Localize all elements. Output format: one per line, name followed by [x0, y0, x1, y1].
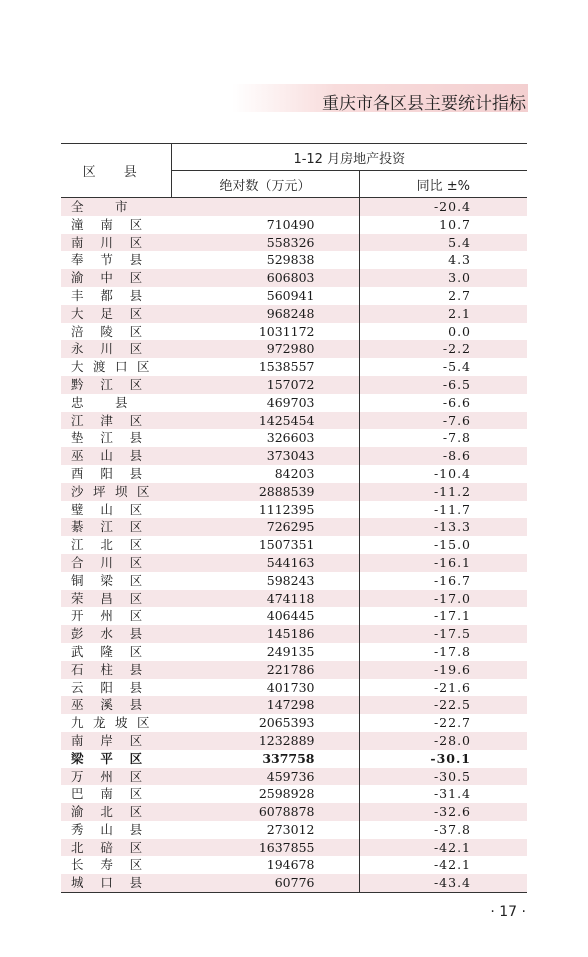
yoy-change-cell: -37.8	[433, 821, 472, 837]
region-name: 渝 北 区	[71, 804, 143, 820]
region-name-cell	[61, 839, 171, 857]
column-header-investment: 1-12 月房地产投资	[171, 144, 527, 171]
yoy-change-cell: 0.0	[448, 323, 472, 339]
table-row	[61, 590, 527, 608]
table-row	[61, 768, 527, 786]
region-name: 秀 山 县	[71, 821, 143, 837]
absolute-value-cell: 326603	[171, 429, 359, 447]
region-name-cell	[61, 501, 171, 519]
region-name: 巫 溪 县	[71, 697, 143, 713]
region-name-cell	[61, 750, 171, 768]
region-name: 北 碚 区	[71, 839, 143, 855]
absolute-value-cell: 60776	[171, 874, 359, 892]
region-name: 南 岸 区	[71, 732, 143, 748]
absolute-value-cell: 710490	[171, 216, 359, 234]
yoy-change-cell: -20.4	[359, 198, 527, 216]
absolute-value-cell: 1538557	[171, 358, 359, 376]
absolute-value-cell: 273012	[171, 821, 359, 839]
absolute-value-cell: 157072	[171, 376, 359, 394]
yoy-change-cell: -7.6	[359, 412, 527, 430]
table-row	[61, 340, 527, 358]
yoy-change-cell: -22.7	[433, 715, 472, 731]
page-number: · 17 ·	[490, 904, 526, 920]
region-name-cell	[61, 483, 171, 501]
table-row	[61, 501, 527, 519]
absolute-value-cell: 1425454	[171, 412, 359, 430]
table-row	[61, 856, 527, 874]
absolute-value-cell: 558326	[171, 234, 359, 252]
yoy-change-cell: -17.1	[433, 608, 472, 624]
region-name: 奉 节 县	[71, 252, 143, 268]
region-name: 荣 昌 区	[71, 590, 143, 606]
absolute-value-cell: 2598928	[171, 785, 359, 803]
column-header-region: 区 县	[61, 144, 171, 198]
yoy-change-cell: 2.1	[359, 305, 527, 323]
table-row	[61, 572, 527, 590]
absolute-value-cell: 1507351	[171, 536, 359, 554]
region-name-cell	[61, 251, 171, 269]
region-name-cell	[61, 234, 171, 252]
region-name-cell	[61, 874, 171, 892]
yoy-change-cell: -2.2	[359, 340, 527, 358]
region-name: 全 市	[71, 199, 128, 214]
table-row	[61, 554, 527, 572]
yoy-change-cell: -30.5	[359, 768, 527, 786]
yoy-change-cell: -13.3	[359, 518, 527, 536]
region-name-cell	[61, 536, 171, 554]
region-name-cell	[61, 518, 171, 536]
table-row	[61, 376, 527, 394]
table-row	[61, 483, 527, 501]
absolute-value-cell: 147298	[171, 696, 359, 714]
region-name-cell	[61, 785, 171, 803]
table-row	[61, 625, 527, 643]
yoy-change-cell: -32.6	[359, 803, 527, 821]
yoy-change-cell: -28.0	[359, 732, 527, 750]
table-row	[61, 714, 527, 732]
absolute-value-cell: 529838	[171, 251, 359, 269]
region-name-cell	[61, 554, 171, 572]
absolute-value-cell: 544163	[171, 554, 359, 572]
region-name: 城 口 县	[71, 875, 143, 891]
absolute-value-cell: 1637855	[171, 839, 359, 857]
yoy-change-cell: -11.7	[433, 501, 472, 517]
table-row	[61, 696, 527, 714]
table-row	[61, 661, 527, 679]
table-row	[61, 412, 527, 430]
region-name-cell	[61, 572, 171, 590]
region-name: 渝 中 区	[71, 270, 143, 286]
region-name: 梁 平 区	[71, 750, 143, 766]
region-name-cell	[61, 714, 171, 732]
table-row	[61, 607, 527, 625]
yoy-change-cell: -16.1	[359, 554, 527, 572]
region-name: 巫 山 县	[71, 448, 143, 464]
absolute-value-cell: 249135	[171, 643, 359, 661]
table-row	[61, 732, 527, 750]
absolute-value-cell: 145186	[171, 625, 359, 643]
yoy-change-cell: -15.0	[433, 537, 472, 553]
yoy-change-cell: -21.6	[433, 679, 472, 695]
region-name: 江 津 区	[71, 412, 143, 428]
absolute-value-cell: 337758	[171, 750, 359, 768]
table-row	[61, 785, 527, 803]
region-name-cell	[61, 465, 171, 483]
region-name: 忠 县	[71, 394, 128, 410]
absolute-value-cell	[171, 198, 359, 216]
table-row	[61, 429, 527, 447]
region-name-cell	[61, 216, 171, 234]
region-name-cell	[61, 447, 171, 465]
yoy-change-cell: -43.4	[359, 874, 527, 892]
table-row	[61, 234, 527, 252]
region-name: 巴 南 区	[71, 786, 143, 802]
region-name-cell	[61, 412, 171, 430]
yoy-change-cell: -42.1	[433, 857, 472, 873]
yoy-change-cell: 5.4	[359, 234, 527, 252]
region-name-cell	[61, 340, 171, 358]
absolute-value-cell: 84203	[171, 465, 359, 483]
region-name-cell	[61, 625, 171, 643]
table-row	[61, 269, 527, 287]
absolute-value-cell: 221786	[171, 661, 359, 679]
region-name: 垫 江 县	[71, 430, 143, 446]
region-name-cell	[61, 287, 171, 305]
region-name: 石 柱 县	[71, 661, 143, 677]
region-name-cell	[61, 429, 171, 447]
region-name-cell	[61, 768, 171, 786]
table-row	[61, 447, 527, 465]
region-name-cell	[61, 198, 171, 216]
yoy-change-cell: -17.5	[359, 625, 527, 643]
region-name-cell	[61, 305, 171, 323]
absolute-value-cell: 598243	[171, 572, 359, 590]
region-name: 涪 陵 区	[71, 323, 143, 339]
region-name: 万 州 区	[71, 768, 143, 784]
absolute-value-cell: 469703	[171, 394, 359, 412]
table-row	[61, 821, 527, 839]
absolute-value-cell: 459736	[171, 768, 359, 786]
absolute-value-cell: 1232889	[171, 732, 359, 750]
table-row	[61, 874, 527, 892]
absolute-value-cell: 968248	[171, 305, 359, 323]
page-title: 重庆市各区县主要统计指标	[322, 94, 526, 114]
region-name-cell	[61, 821, 171, 839]
table-row	[61, 679, 527, 697]
region-name: 酉 阳 县	[71, 465, 143, 481]
region-name-cell	[61, 643, 171, 661]
region-name: 大 足 区	[71, 305, 143, 321]
absolute-value-cell: 1031172	[171, 323, 359, 341]
region-name: 合 川 区	[71, 554, 143, 570]
region-name: 黔 江 区	[71, 376, 143, 392]
table-row	[61, 216, 527, 234]
column-header-yoy: 同比 ±%	[359, 171, 527, 198]
region-name: 潼 南 区	[71, 216, 143, 232]
region-name: 永 川 区	[71, 341, 143, 357]
region-name: 铜 梁 区	[71, 572, 143, 588]
yoy-change-cell: 10.7	[439, 216, 472, 232]
region-name: 丰 都 县	[71, 287, 143, 303]
yoy-change-cell: -8.6	[359, 447, 527, 465]
yoy-change-cell: -5.4	[442, 359, 472, 375]
region-name-cell	[61, 856, 171, 874]
region-name: 九 龙 坡 区	[71, 715, 150, 731]
region-name-cell	[61, 661, 171, 679]
table-row	[61, 750, 527, 768]
region-name: 长 寿 区	[71, 857, 143, 873]
region-name: 大 渡 口 区	[71, 359, 150, 375]
table-row	[61, 358, 527, 376]
region-name-cell	[61, 269, 171, 287]
table-row	[61, 305, 527, 323]
region-name: 沙 坪 坝 区	[71, 483, 150, 499]
region-name-cell	[61, 394, 171, 412]
region-name-cell	[61, 696, 171, 714]
region-name-cell	[61, 323, 171, 341]
yoy-change-cell: -42.1	[359, 839, 527, 857]
yoy-change-cell: 4.3	[448, 252, 472, 268]
yoy-change-cell: -17.0	[359, 590, 527, 608]
region-name: 彭 水 县	[71, 626, 143, 642]
stats-table-container	[61, 143, 527, 893]
table-row	[61, 536, 527, 554]
table-row	[61, 394, 527, 412]
yoy-change-cell: -16.7	[433, 572, 472, 588]
region-name: 云 阳 县	[71, 679, 143, 695]
absolute-value-cell: 406445	[171, 607, 359, 625]
region-name: 武 隆 区	[71, 643, 143, 659]
yoy-change-cell: -11.2	[359, 483, 527, 501]
absolute-value-cell: 194678	[171, 856, 359, 874]
table-row	[61, 465, 527, 483]
absolute-value-cell: 726295	[171, 518, 359, 536]
absolute-value-cell: 606803	[171, 269, 359, 287]
region-name: 江 北 区	[71, 537, 143, 553]
table-row	[61, 803, 527, 821]
absolute-value-cell: 373043	[171, 447, 359, 465]
table-row	[61, 251, 527, 269]
region-name-cell	[61, 607, 171, 625]
absolute-value-cell: 2065393	[171, 714, 359, 732]
absolute-value-cell: 401730	[171, 679, 359, 697]
column-header-absolute: 绝对数（万元）	[171, 171, 359, 198]
yoy-change-cell: -7.8	[442, 430, 472, 446]
stats-table	[61, 143, 527, 893]
region-name-cell	[61, 376, 171, 394]
yoy-change-cell: 3.0	[359, 269, 527, 287]
yoy-change-cell: -22.5	[359, 696, 527, 714]
absolute-value-cell: 6078878	[171, 803, 359, 821]
yoy-change-cell: -31.4	[433, 786, 472, 802]
table-row	[61, 518, 527, 536]
absolute-value-cell: 1112395	[171, 501, 359, 519]
table-row	[61, 198, 527, 216]
region-name-cell	[61, 679, 171, 697]
table-row	[61, 287, 527, 305]
absolute-value-cell: 560941	[171, 287, 359, 305]
yoy-change-cell: -6.5	[359, 376, 527, 394]
region-name: 南 川 区	[71, 234, 143, 250]
absolute-value-cell: 2888539	[171, 483, 359, 501]
absolute-value-cell: 972980	[171, 340, 359, 358]
region-name-cell	[61, 803, 171, 821]
yoy-change-cell: -17.8	[433, 643, 472, 659]
yoy-change-cell: -10.4	[433, 465, 472, 481]
table-row	[61, 643, 527, 661]
table-row	[61, 839, 527, 857]
yoy-change-cell: -6.6	[442, 394, 472, 410]
table-row	[61, 323, 527, 341]
region-name-cell	[61, 358, 171, 376]
yoy-change-cell: -19.6	[359, 661, 527, 679]
region-name-cell	[61, 590, 171, 608]
region-name: 璧 山 区	[71, 501, 143, 517]
region-name: 綦 江 区	[71, 519, 143, 535]
absolute-value-cell: 474118	[171, 590, 359, 608]
region-name-cell	[61, 732, 171, 750]
table-body	[61, 198, 527, 893]
yoy-change-cell: 2.7	[448, 287, 472, 303]
yoy-change-cell: -30.1	[430, 750, 472, 766]
region-name: 开 州 区	[71, 608, 143, 624]
